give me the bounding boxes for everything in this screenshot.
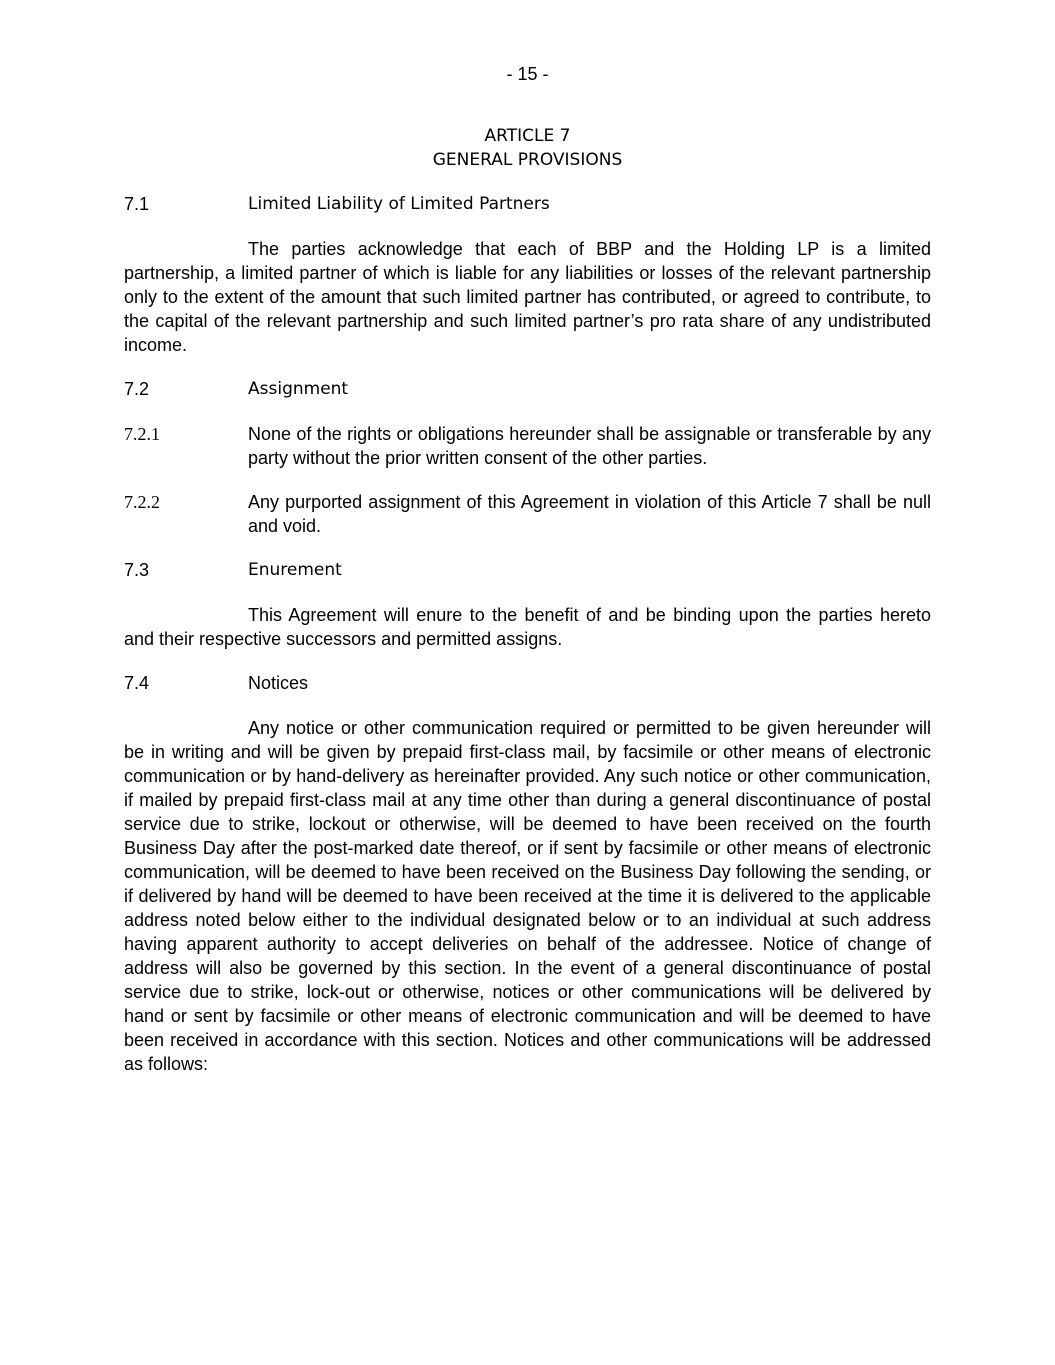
article-number: ARTICLE 7 (484, 126, 571, 146)
page-number: - 15 - (506, 64, 549, 84)
article-title: GENERAL PROVISIONS (432, 150, 623, 170)
section-title: Notices (248, 673, 309, 693)
section-7-3-body: This Agreement will enure to the benefit of and be binding upon the parties hereto and their respective successors and permitted assigns. (124, 605, 931, 649)
subsection-body: None of the rights or obligations hereunder shall be assignable or transferable by any party without the prior written consent of the other parties. (248, 424, 931, 468)
section-title: Assignment (248, 379, 349, 399)
section-title: Limited Liability of Limited Partners (248, 194, 550, 214)
section-number: 7.4 (124, 673, 150, 693)
section-number: 7.2 (124, 379, 150, 399)
subsection-number: 7.2.2 (124, 492, 160, 512)
article-heading (124, 124, 931, 172)
section-number: 7.1 (124, 194, 150, 214)
section-7-4-body: Any notice or other communication required or permitted to be given hereunder will be in writing and will be given by prepaid first-class mail, by facsimile or other means of electronic communication or by hand-delivery as hereinafter provided. Any such notice or other communication, if mailed by prepaid first-class mail at any time other than during a general discontinuance of postal service due to strike, lockout or otherwise, will be deemed to have been received on the fourth Business Day after the post-marked date thereof, or if sent by facsimile or other means of electronic communication, will be deemed to have been received on the Business Day following the sending, or if delivered by hand will be deemed to have been received at the time it is delivered to the applicable address noted below either to the individual designated below or to an individual at such address having apparent authority to accept deliveries on behalf of the addressee. Notice of change of address will also be governed by this section. In the event of a general discontinuance of postal service due to strike, lock-out or otherwise, notices or other communications will be delivered by hand or sent by facsimile or other means of electronic communication and will be deemed to have been received in accordance with this section. Notices and other communications will be addressed as follows: (124, 718, 931, 1074)
document-page (124, 0, 931, 1365)
section-title: Enurement (248, 560, 342, 580)
section-number: 7.3 (124, 560, 150, 580)
subsection-body: Any purported assignment of this Agreement in violation of this Article 7 shall be null and void. (248, 492, 931, 536)
subsection-number: 7.2.1 (124, 424, 160, 444)
section-7-1-body: The parties acknowledge that each of BBP and the Holding LP is a limited partnership, a limited partner of which is liable for any liabilities or losses of the relevant partnership only to the extent of the amount that such limited partner has contributed, or agreed to contribute, to the capital of the relevant partnership and such limited partner’s pro rata share of any undistributed income. (124, 239, 931, 355)
